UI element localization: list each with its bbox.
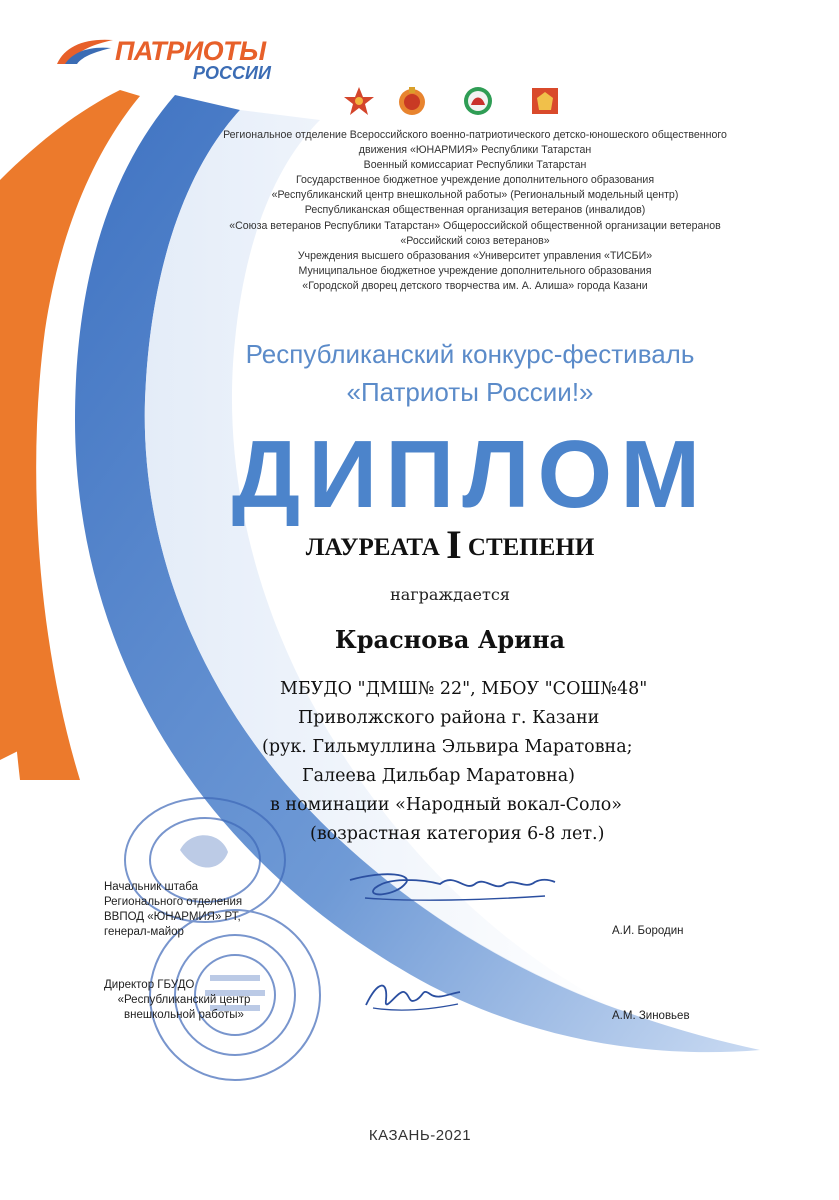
laureate-suffix: СТЕПЕНИ xyxy=(467,534,595,561)
detail-line: в номинации «Народный вокал-Соло» xyxy=(270,795,622,815)
organizers-list xyxy=(180,128,770,294)
signatory-position-line: Начальник штаба xyxy=(104,881,199,893)
organizer-line: «Союза ветеранов Республики Татарстан» Общероссийской общественной организации ветеранов xyxy=(229,219,721,232)
flame-logo-icon xyxy=(55,36,117,66)
organizer-line: Военный комиссариат Республики Татарстан xyxy=(363,159,587,172)
organizer-line: Государственное бюджетное учреждение дополнительного образования xyxy=(295,174,655,187)
organizer-line: Региональное отделение Всероссийского военно-патриотического детско-юношеского общественного xyxy=(223,129,727,141)
organizer-line: «Республиканский центр внешкольной работы» (Региональный модельный центр) xyxy=(271,189,679,202)
organizer-line: Муниципальное бюджетное учреждение дополнительного образования xyxy=(298,264,652,277)
laureate-prefix: ЛАУРЕАТА xyxy=(305,534,440,561)
signatory-position-line: Регионального отделения xyxy=(104,896,243,908)
signatory-position xyxy=(104,880,242,940)
contest-title-line2: «Патриоты России!» xyxy=(346,377,594,407)
organizer-line: Учреждения высшего образования «Университет управления «ТИСБИ» xyxy=(297,249,653,262)
awarded-label: награждается xyxy=(390,585,510,604)
logo-text-main: ПАТРИОТЫ xyxy=(115,36,266,66)
signatory-position-line: ВВПОД «ЮНАРМИЯ» РТ, xyxy=(104,911,241,923)
organizer-line: «Российский союз ветеранов» xyxy=(400,234,550,247)
organizer-line: Республиканская общественная организация ветеранов (инвалидов) xyxy=(304,204,646,217)
detail-line: Галеева Дильбар Маратовна) xyxy=(302,766,575,786)
detail-line: (возрастная категория 6-8 лет.) xyxy=(310,824,605,844)
detail-line: (рук. Гильмуллина Эльвира Маратовна; xyxy=(262,737,633,757)
signatory-position-line: генерал-майор xyxy=(104,926,184,938)
signature-borodin-icon xyxy=(345,862,560,912)
official-stamp-icon xyxy=(110,790,350,1090)
laureate-degree xyxy=(200,522,700,568)
signatory-position xyxy=(104,978,264,1023)
army-star-emblem-icon xyxy=(343,85,375,117)
signatory-position-line: Директор ГБУДО xyxy=(104,979,195,991)
signatory-position-line: внешкольной работы» xyxy=(124,1009,244,1021)
signature-zinoviev-icon xyxy=(358,970,468,1020)
contest-title xyxy=(150,335,790,411)
signatory-position-line: «Республиканский центр xyxy=(117,994,251,1006)
organizer-line: «Городской дворец детского творчества им. А. Алиша» города Казани xyxy=(302,279,648,292)
laureate-degree-number: I xyxy=(446,522,462,567)
signatory-name: А.М. Зиновьев xyxy=(612,1010,690,1022)
signatory-name: А.И. Бородин xyxy=(612,925,684,937)
tatarstan-emblem-icon xyxy=(462,85,494,117)
detail-line: МБУДО "ДМШ№ 22", МБОУ "СОШ№48" xyxy=(280,679,648,699)
logo-text-sub: РОССИИ xyxy=(193,63,271,83)
unarmia-emblem-icon xyxy=(396,85,428,117)
organizer-line: движения «ЮНАРМИЯ» Республики Татарстан xyxy=(358,144,592,157)
ministry-emblem-icon xyxy=(529,85,561,117)
detail-line: Приволжского района г. Казани xyxy=(298,708,600,728)
footer-city-year: КАЗАНЬ-2021 xyxy=(368,1127,472,1144)
recipient-name: Краснова Арина xyxy=(334,625,566,654)
contest-title-line1: Республиканский конкурс-фестиваль xyxy=(245,339,695,369)
patriots-logo xyxy=(55,30,295,90)
diploma-title: ДИПЛОМ xyxy=(231,421,709,528)
